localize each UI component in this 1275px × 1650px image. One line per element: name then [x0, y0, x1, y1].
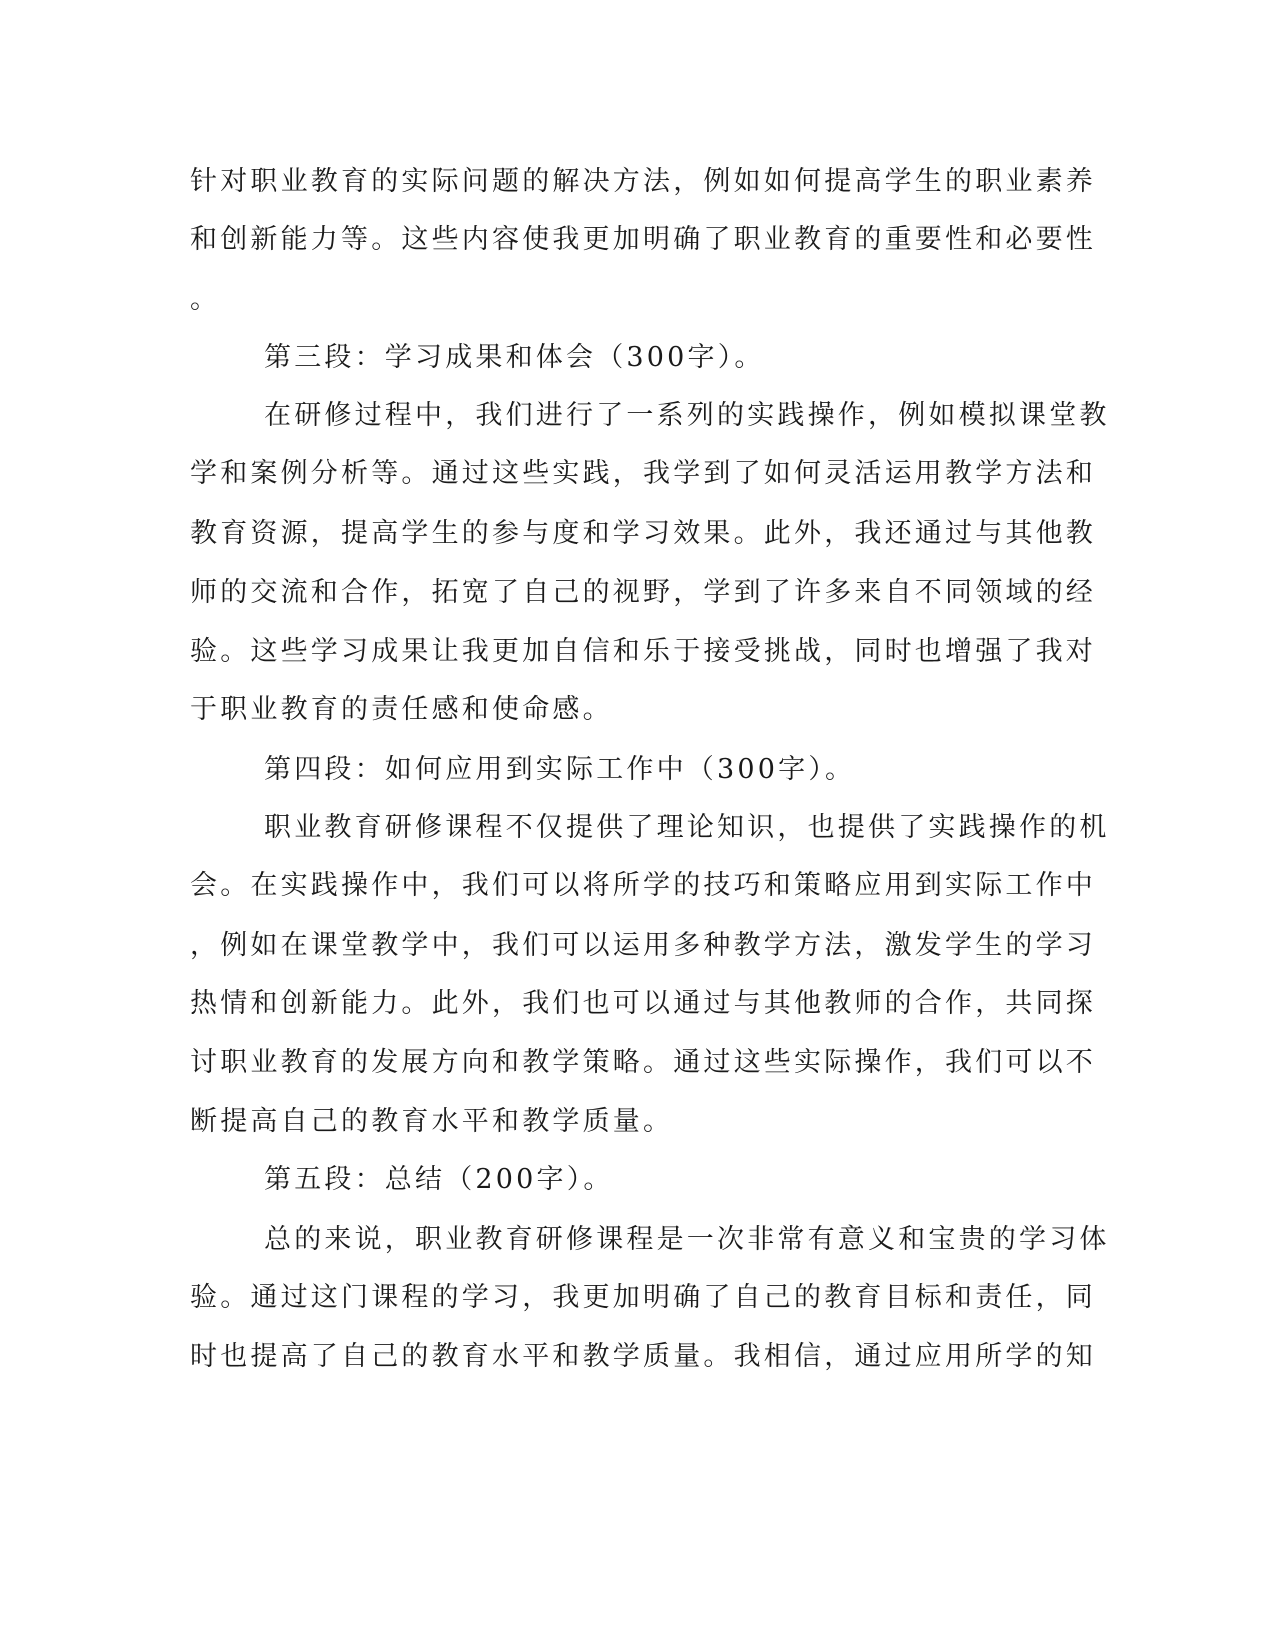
text-line: 和创新能力等。这些内容使我更加明确了职业教育的重要性和必要性 — [190, 224, 1096, 255]
text-line: 教育资源，提高学生的参与度和学习效果。此外，我还通过与其他教 — [190, 518, 1096, 549]
text-line: 于职业教育的责任感和使命感。 — [190, 694, 613, 725]
text-line: 在研修过程中，我们进行了一系列的实践操作，例如模拟课堂教 — [264, 400, 1110, 431]
text-line: 热情和创新能力。此外，我们也可以通过与其他教师的合作，共同探 — [190, 988, 1096, 1019]
section-heading-5: 第五段：总结（200字）。 — [264, 1164, 614, 1195]
text-line: 针对职业教育的实际问题的解决方法，例如如何提高学生的职业素养 — [190, 166, 1096, 197]
text-line: 职业教育研修课程不仅提供了理论知识，也提供了实践操作的机 — [264, 812, 1110, 843]
text-line: 时也提高了自己的教育水平和教学质量。我相信，通过应用所学的知 — [190, 1341, 1096, 1372]
text-line: 讨职业教育的发展方向和教学策略。通过这些实际操作，我们可以不 — [190, 1047, 1096, 1078]
text-line: 总的来说，职业教育研修课程是一次非常有意义和宝贵的学习体 — [264, 1224, 1110, 1255]
text-line: 学和案例分析等。通过这些实践，我学到了如何灵活运用教学方法和 — [190, 458, 1096, 489]
text-line: 师的交流和合作，拓宽了自己的视野，学到了许多来自不同领域的经 — [190, 577, 1096, 608]
text-line: 断提高自己的教育水平和教学质量。 — [190, 1106, 674, 1137]
text-line: 验。这些学习成果让我更加自信和乐于接受挑战，同时也增强了我对 — [190, 636, 1096, 667]
text-line: ，例如在课堂教学中，我们可以运用多种教学方法，激发学生的学习 — [190, 930, 1096, 961]
section-heading-3: 第三段：学习成果和体会（300字）。 — [264, 342, 765, 373]
section-heading-4: 第四段：如何应用到实际工作中（300字）。 — [264, 754, 856, 785]
text-line: 验。通过这门课程的学习，我更加明确了自己的教育目标和责任，同 — [190, 1282, 1096, 1313]
text-line: 。 — [190, 284, 221, 315]
text-line: 会。在实践操作中，我们可以将所学的技巧和策略应用到实际工作中 — [190, 870, 1096, 901]
